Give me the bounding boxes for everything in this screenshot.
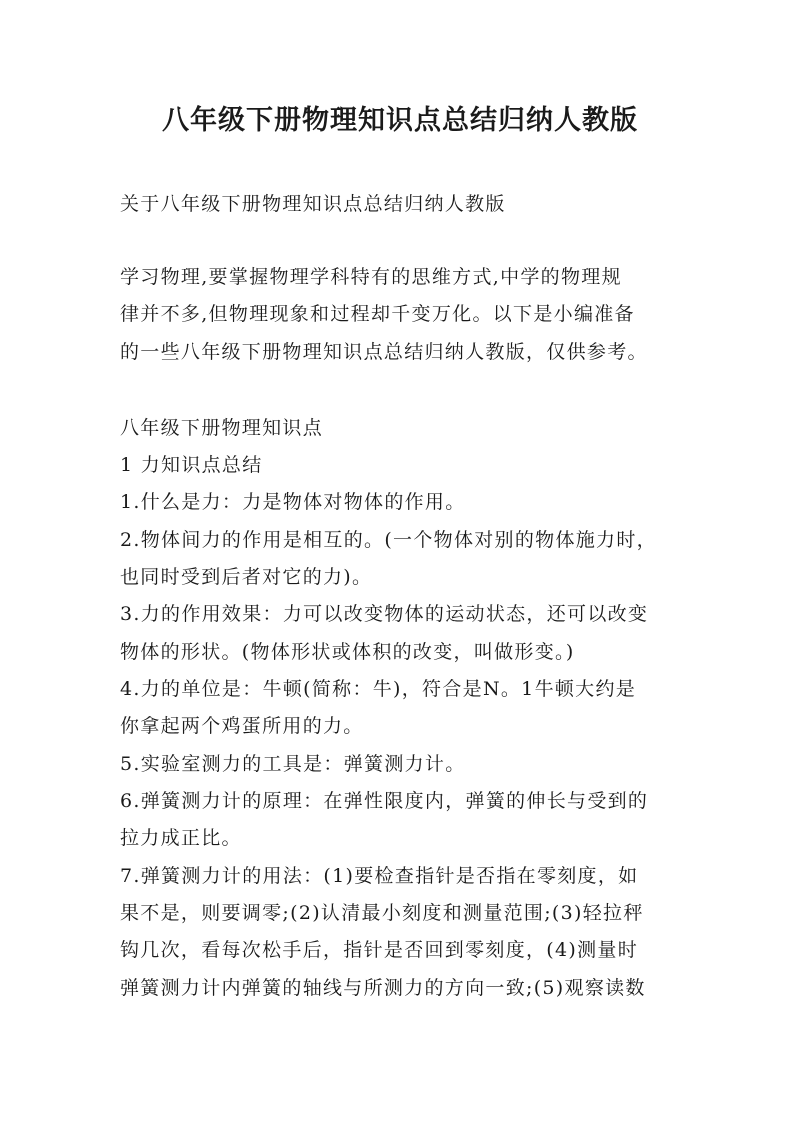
body-line-10: 拉力成正比。 — [120, 827, 242, 849]
body-line-8: 5.实验室测力的工具是：弹簧测力计。 — [120, 753, 466, 775]
body-line-7: 你拿起两个鸡蛋所用的力。 — [120, 715, 364, 737]
body-line-12: 果不是，则要调零;(2)认清最小刻度和测量范围;(3)轻拉秤 — [120, 902, 644, 924]
body-line-9: 6.弹簧测力计的原理：在弹性限度内，弹簧的伸长与受到的 — [120, 790, 649, 812]
body-line-13: 钩几次，看每次松手后，指针是否回到零刻度，(4)测量时 — [120, 939, 639, 961]
body-line-6: 4.力的单位是：牛顿(简称：牛)，符合是N。1牛顿大约是 — [120, 678, 637, 700]
body-line-3: 也同时受到后者对它的力)。 — [120, 566, 373, 588]
body-line-14: 弹簧测力计内弹簧的轴线与所测力的方向一致;(5)观察读数 — [120, 977, 646, 999]
body-line-4: 3.力的作用效果：力可以改变物体的运动状态，还可以改变 — [120, 603, 649, 625]
subsection-heading: 1 力知识点总结 — [120, 454, 263, 476]
body-line-11: 7.弹簧测力计的用法：(1)要检查指针是否指在零刻度，如 — [120, 865, 639, 887]
document-subtitle: 关于八年级下册物理知识点总结归纳人教版 — [120, 193, 506, 215]
intro-line-3: 的一些八年级下册物理知识点总结归纳人教版，仅供参考。 — [120, 341, 648, 363]
intro-line-1: 学习物理,要掌握物理学科特有的思维方式,中学的物理规 — [120, 266, 622, 288]
document-title: 八年级下册物理知识点总结归纳人教版 — [162, 105, 638, 136]
body-line-2: 2.物体间力的作用是相互的。(一个物体对别的物体施力时， — [120, 529, 657, 551]
section-heading: 八年级下册物理知识点 — [120, 417, 324, 439]
body-line-5: 物体的形状。(物体形状或体积的改变，叫做形变。) — [120, 641, 575, 663]
body-line-1: 1.什么是力：力是物体对物体的作用。 — [120, 491, 466, 513]
intro-line-2: 律并不多,但物理现象和过程却千变万化。以下是小编准备 — [120, 303, 635, 325]
